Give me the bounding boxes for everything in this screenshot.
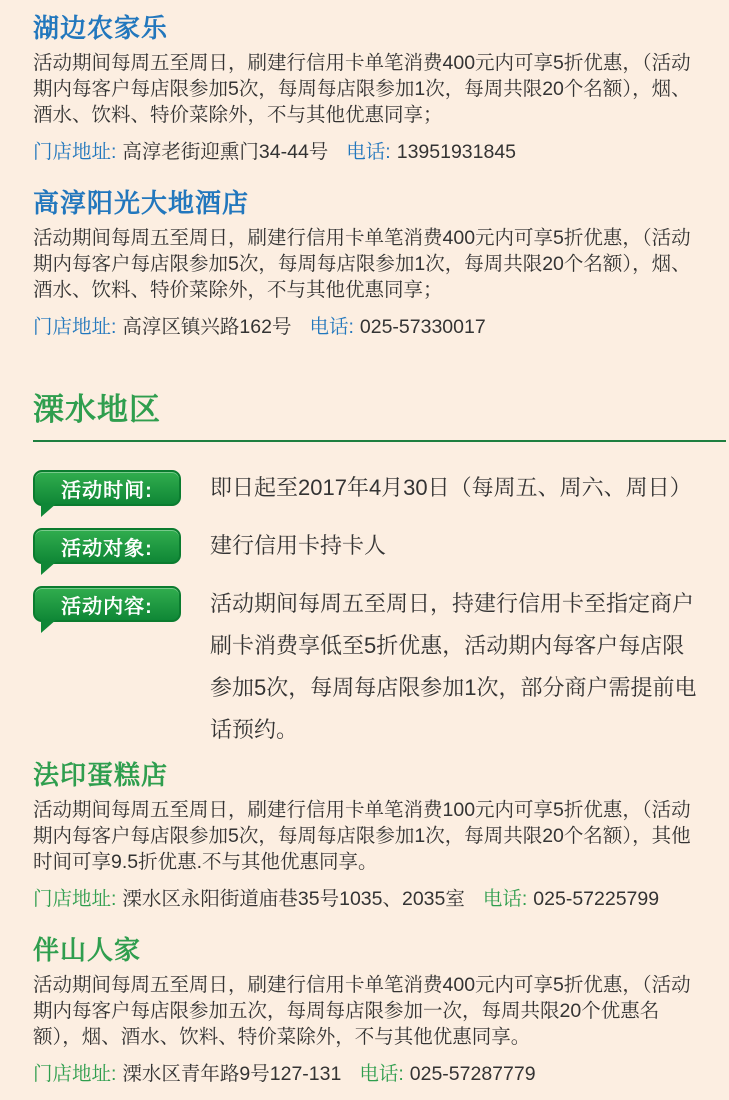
merchant-contact-line bbox=[33, 314, 698, 340]
activity-time-value: 即日起至2017年4月30日（每周五、周六、周日） bbox=[210, 475, 692, 500]
activity-info bbox=[33, 470, 698, 751]
address-label: 门店地址: bbox=[33, 888, 117, 910]
merchant-description: 活动期间每周五至周日，刷建行信用卡单笔消费400元内可享5折优惠，（活动期内每客户每店限参加五次，每周每店限参加一次，每周共限20个优惠名额），烟、酒水、饮料、特价菜除外，不与其他优惠同享。 bbox=[33, 974, 691, 1048]
activity-target-badge: 活动对象: bbox=[33, 528, 181, 564]
merchant-section-gaochun-hotel bbox=[33, 187, 698, 340]
district-header bbox=[33, 390, 698, 442]
address-label: 门店地址: bbox=[33, 316, 117, 338]
activity-content-value: 活动期间每周五至周日，持建行信用卡至指定商户刷卡消费享低至5折优惠，活动期内每客户每店限参加5次，每周每店限参加1次，部分商户需提前电话预约。 bbox=[210, 591, 697, 742]
address-value: 溧水区青年路9号127-131 bbox=[122, 1063, 342, 1085]
merchant-description: 活动期间每周五至周日，刷建行信用卡单笔消费400元内可享5折优惠，（活动期内每客户每店限参加5次，每周每店限参加1次，每周共限20个名额），烟、酒水、饮料、特价菜除外，不与其他优惠同享； bbox=[33, 227, 691, 301]
address-label: 门店地址: bbox=[33, 1063, 117, 1085]
merchant-name: 高淳阳光大地酒店 bbox=[33, 188, 250, 218]
phone-label: 电话: bbox=[359, 1063, 404, 1085]
phone-label: 电话: bbox=[482, 888, 528, 910]
activity-content-row bbox=[33, 586, 698, 751]
merchant-description: 活动期间每周五至周日，刷建行信用卡单笔消费100元内可享5折优惠，（活动期内每客户每店限参加5次，每周每店限参加1次，每周共限20个名额），其他时间可享9.5折优惠.不与其他优惠同享。 bbox=[33, 799, 691, 873]
merchant-contact-line bbox=[33, 1061, 698, 1087]
activity-content-badge: 活动内容: bbox=[33, 586, 181, 622]
merchant-section-banshan bbox=[33, 934, 698, 1087]
phone-value: 025-57225799 bbox=[533, 888, 660, 910]
phone-label: 电话: bbox=[309, 316, 354, 338]
activity-target-value: 建行信用卡持卡人 bbox=[210, 533, 387, 558]
phone-value: 025-57287779 bbox=[409, 1063, 536, 1085]
address-label: 门店地址: bbox=[33, 141, 117, 163]
merchant-name: 伴山人家 bbox=[33, 935, 142, 965]
merchant-contact-line bbox=[33, 886, 698, 912]
phone-value: 13951931845 bbox=[396, 141, 517, 163]
merchant-description: 活动期间每周五至周日，刷建行信用卡单笔消费400元内可享5折优惠，（活动期内每客户每店限参加5次，每周每店限参加1次，每周共限20个名额），烟、酒水、饮料、特价菜除外，不与其他优惠同享； bbox=[33, 52, 691, 126]
activity-target-row bbox=[33, 528, 698, 564]
merchant-section-hubian bbox=[33, 12, 698, 165]
merchant-name: 湖边农家乐 bbox=[33, 13, 169, 43]
district-title: 溧水地区 bbox=[33, 392, 161, 427]
merchant-section-fayin-cake bbox=[33, 759, 698, 912]
phone-label: 电话: bbox=[346, 141, 391, 163]
address-value: 高淳区镇兴路162号 bbox=[122, 316, 292, 338]
merchant-name: 法印蛋糕店 bbox=[33, 760, 169, 790]
activity-time-row bbox=[33, 470, 698, 506]
address-value: 高淳老街迎熏门34-44号 bbox=[122, 141, 329, 163]
address-value: 溧水区永阳街道庙巷35号1035、2035室 bbox=[122, 888, 465, 910]
merchant-contact-line bbox=[33, 139, 698, 165]
activity-time-badge: 活动时间: bbox=[33, 470, 181, 506]
phone-value: 025-57330017 bbox=[359, 316, 486, 338]
district-divider bbox=[33, 440, 726, 442]
